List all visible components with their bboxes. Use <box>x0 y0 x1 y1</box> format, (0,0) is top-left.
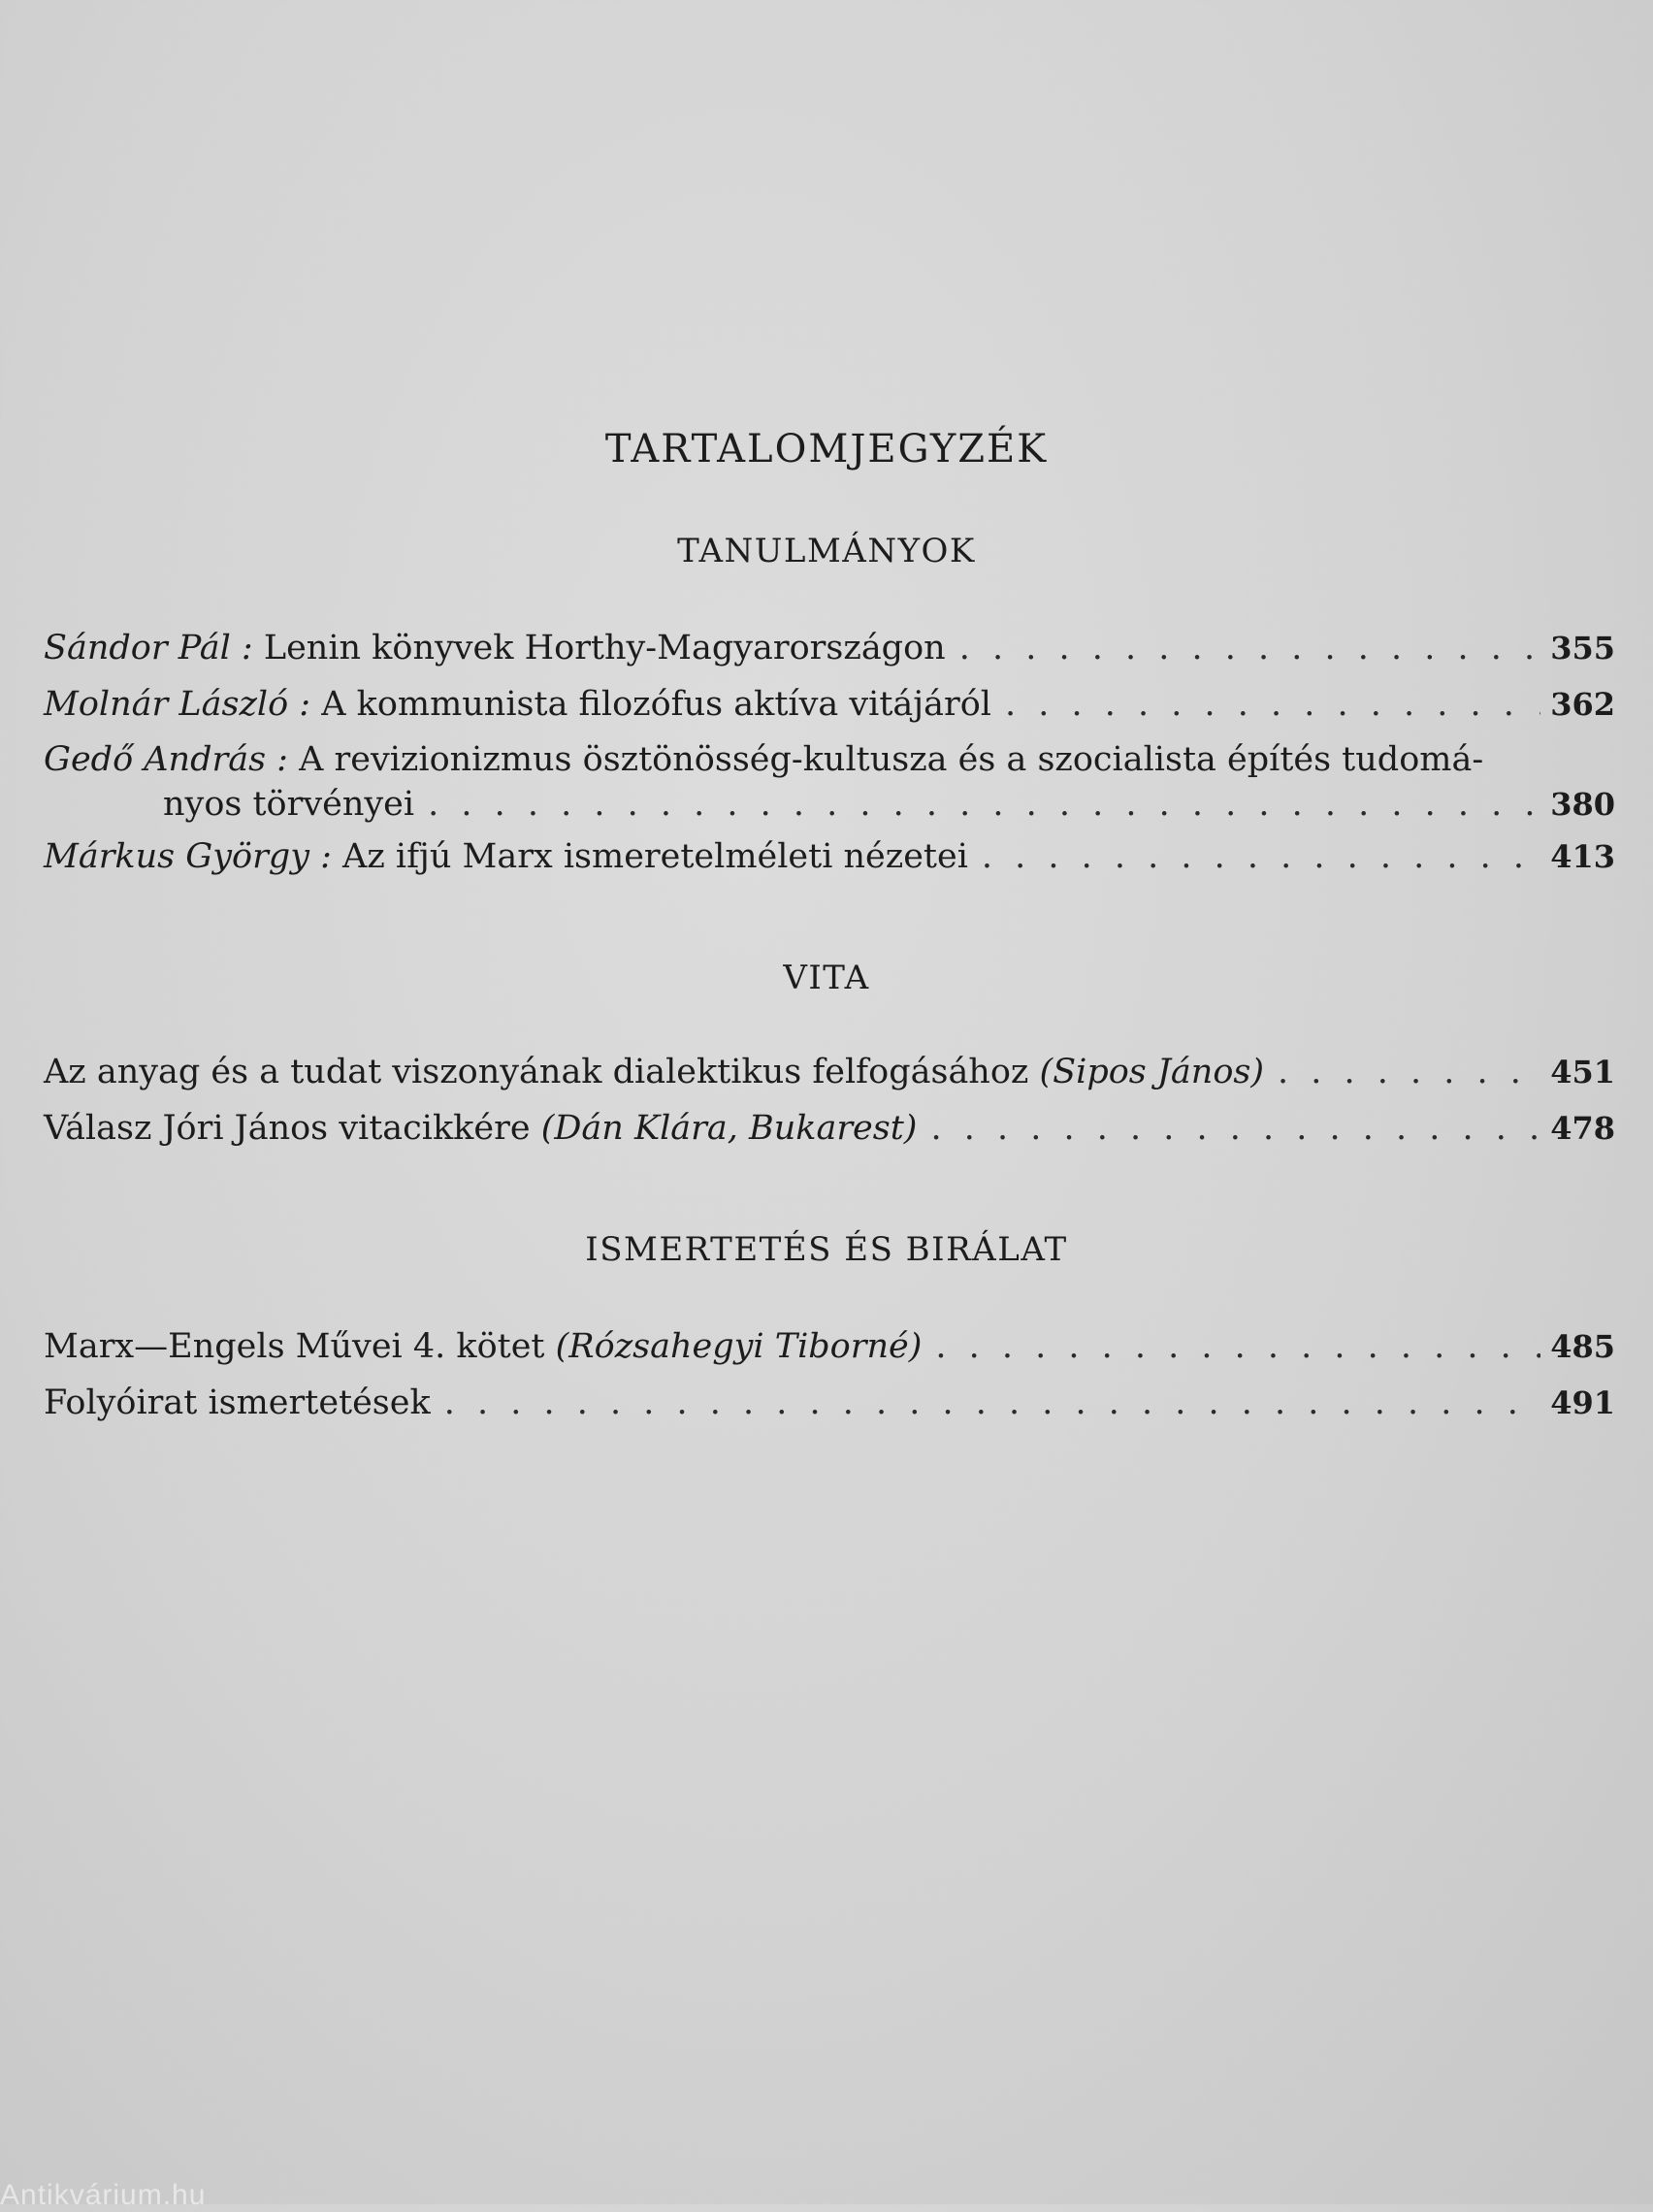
toc-entry-author: Molnár László : <box>44 685 311 724</box>
toc-entry-reviewer: (Rózsahegyi Tiborné) <box>555 1327 923 1366</box>
toc-entry-title: Az anyag és a tudat viszonyának dialektikus felfogásához <box>44 1053 1029 1091</box>
toc-entry-page: 362 <box>1550 686 1615 723</box>
toc-entry <box>44 682 1615 727</box>
toc-entry-title: Lenin könyvek Horthy-Magyarországon <box>263 629 946 667</box>
toc-entry <box>44 737 1615 827</box>
toc-entry <box>44 1050 1615 1094</box>
toc-entry-page: 413 <box>1550 838 1615 875</box>
dot-leader <box>982 834 1540 879</box>
toc-entry-page: 485 <box>1550 1328 1615 1365</box>
toc-entry-title: Marx—Engels Művei 4. kötet <box>44 1327 545 1366</box>
toc-entry-title: Válasz Jóri János vitacikkére <box>44 1109 531 1148</box>
dot-leader <box>959 626 1541 670</box>
toc-entry-author: Márkus György : <box>44 837 332 876</box>
toc-entry <box>44 1324 1615 1369</box>
toc-entry-reviewer: (Dán Klára, Bukarest) <box>540 1109 918 1148</box>
dot-leader <box>1278 1050 1540 1094</box>
dot-leader <box>428 782 1540 827</box>
toc-entry-page: 355 <box>1550 630 1615 667</box>
toc-entry-author: Gedő András : <box>44 740 288 779</box>
toc-entry-page: 380 <box>1550 786 1615 823</box>
dot-leader <box>935 1324 1540 1369</box>
dot-leader <box>930 1106 1540 1151</box>
section-heading-vita: VITA <box>783 959 870 997</box>
toc-entry-page: 478 <box>1550 1110 1615 1147</box>
page-title: TARTALOMJEGYZÉK <box>604 427 1049 472</box>
dot-leader <box>1005 682 1540 727</box>
toc-entry-title-continued: nyos törvényei <box>163 785 415 824</box>
toc-entry-title: A kommunista filozófus aktíva vitájáról <box>321 685 991 724</box>
toc-entry <box>44 1381 1615 1425</box>
toc-entry <box>44 1106 1615 1151</box>
toc-entry-page: 491 <box>1550 1384 1615 1421</box>
watermark: Antikvárium.hu <box>0 2179 207 2211</box>
toc-entry-page: 451 <box>1550 1054 1615 1090</box>
section-heading-tanulmanyok: TANULMÁNYOK <box>677 532 976 570</box>
toc-entry-title: Folyóirat ismertetések <box>44 1383 431 1422</box>
toc-entry <box>44 834 1615 879</box>
dot-leader <box>444 1381 1541 1425</box>
toc-entry-title: Az ifjú Marx ismeretelméleti nézetei <box>342 837 968 876</box>
toc-entry-title: A revizionizmus ösztönösség-kultusza és a szocialista építés tudomá- <box>299 740 1484 779</box>
section-heading-ismertetes: ISMERTETÉS ÉS BIRÁLAT <box>585 1230 1068 1269</box>
toc-entry <box>44 626 1615 670</box>
toc-entry-reviewer: (Sipos János) <box>1039 1053 1265 1091</box>
toc-entry-author: Sándor Pál : <box>44 629 253 667</box>
